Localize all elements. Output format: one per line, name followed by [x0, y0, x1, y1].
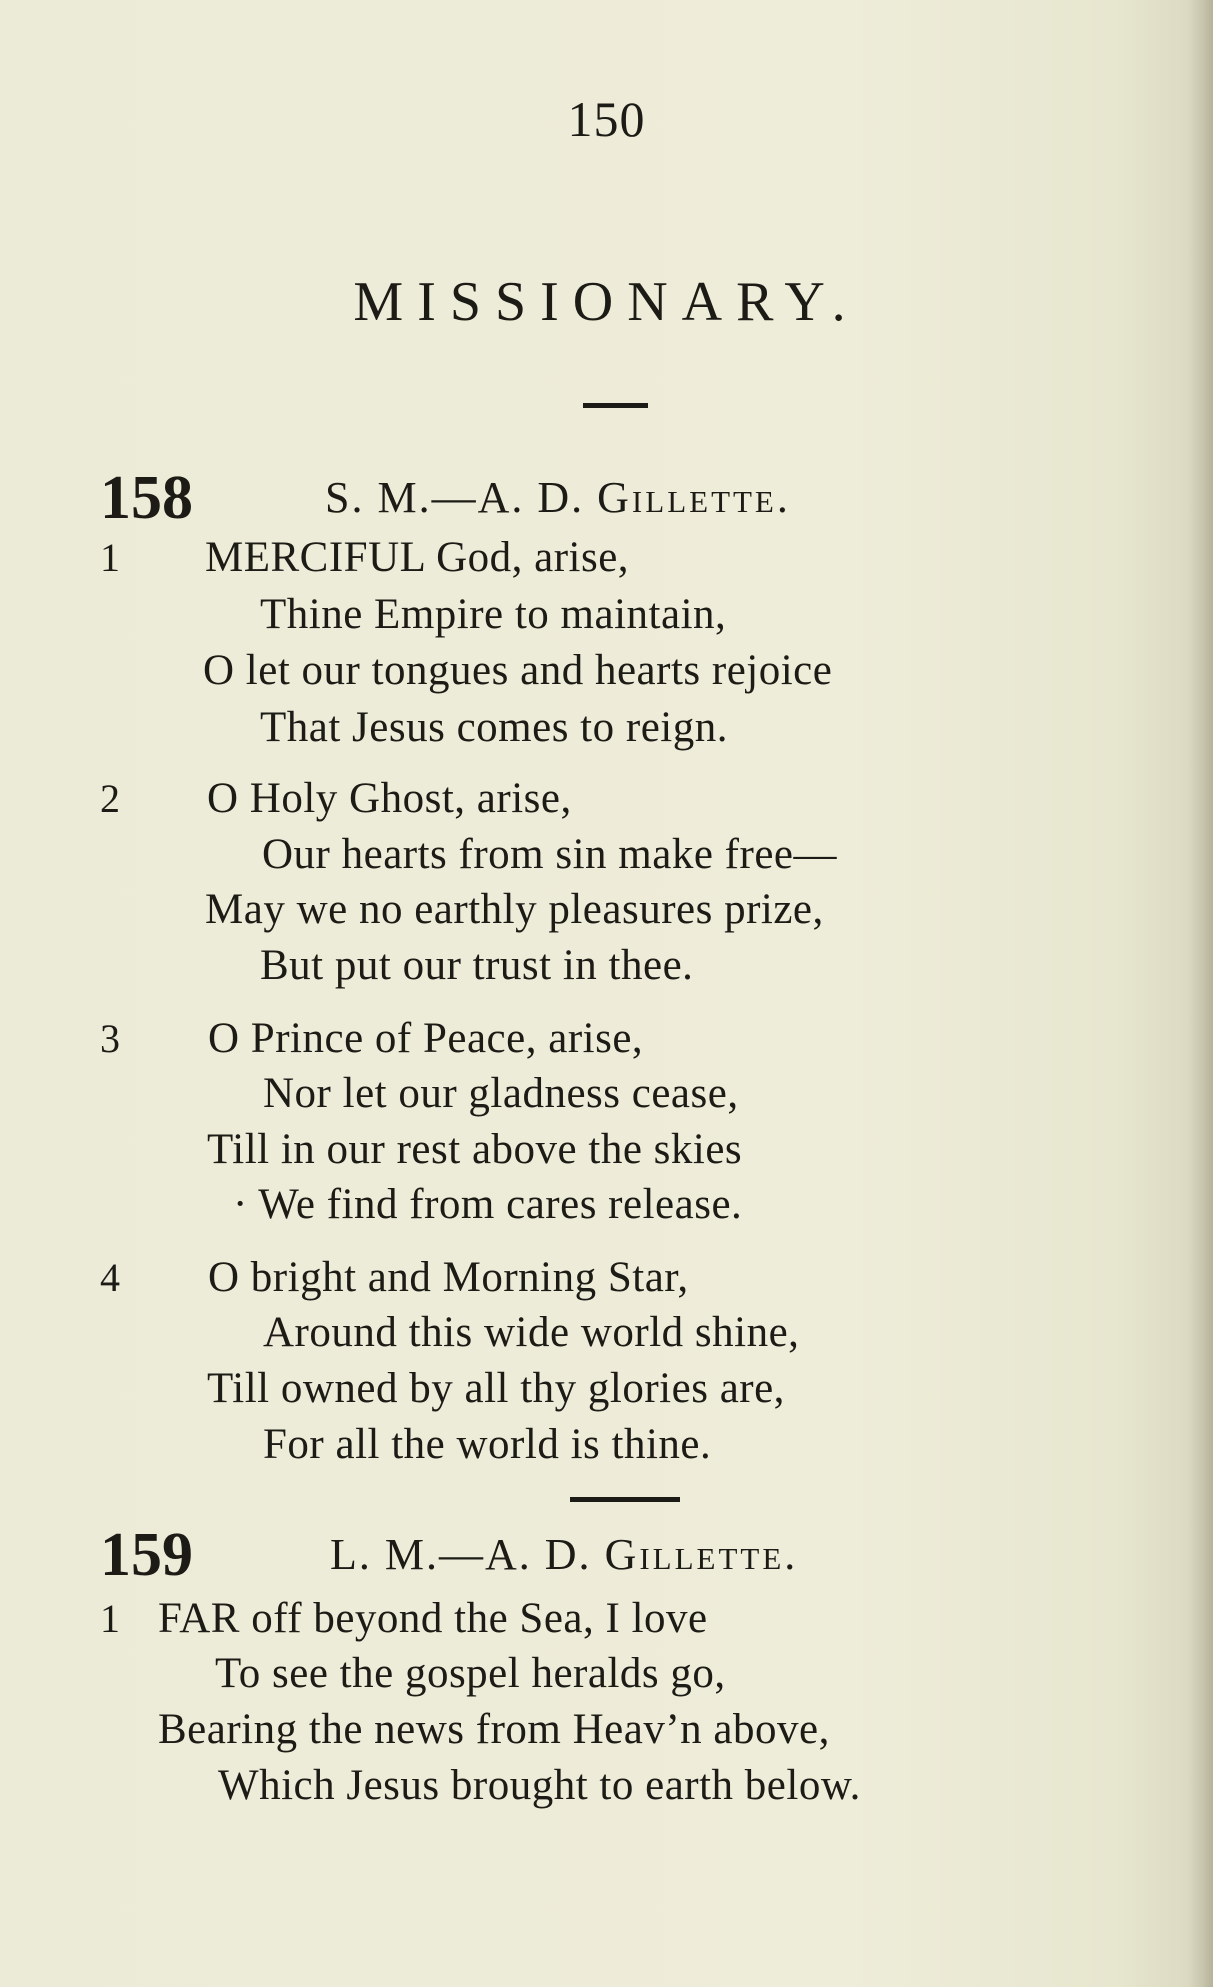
- verse-number: 1: [100, 1596, 120, 1641]
- verse-line: Thine Empire to maintain,: [260, 591, 727, 638]
- verse-number: 4: [100, 1255, 120, 1300]
- verse-line: May we no earthly pleasures prize,: [205, 886, 824, 933]
- verse-line: Nor let our gladness cease,: [263, 1070, 739, 1117]
- hymn-author: Gillette.: [597, 473, 791, 522]
- hymn-meter-author: [330, 1530, 798, 1580]
- verse-number: 2: [100, 776, 120, 821]
- hymn-number: 159: [100, 1521, 193, 1589]
- section-title: MISSIONARY.: [353, 271, 860, 333]
- hymn-author: Gillette.: [604, 1530, 799, 1579]
- verse-line: FAR off beyond the Sea, I love: [158, 1595, 708, 1642]
- title-divider: [583, 403, 648, 408]
- verse-line: O Prince of Peace, arise,: [208, 1015, 644, 1062]
- verse-line: · We find from cares release.: [233, 1181, 743, 1228]
- verse-line: O bright and Morning Star,: [208, 1254, 689, 1301]
- page-number: 150: [567, 91, 646, 147]
- verse-line: MERCIFUL God, arise,: [205, 534, 630, 581]
- verse-line: O Holy Ghost, arise,: [207, 775, 572, 822]
- verse-line: Till in our rest above the skies: [207, 1126, 743, 1173]
- verse-number: 1: [100, 535, 120, 580]
- verse-line: O let our tongues and hearts rejoice: [203, 647, 833, 694]
- hymn-meter-author: [325, 473, 791, 523]
- hymn-divider: [570, 1497, 680, 1502]
- verse-line: Till owned by all thy glories are,: [207, 1365, 785, 1412]
- verse-line: But put our trust in thee.: [260, 942, 694, 989]
- verse-line: Which Jesus brought to earth below.: [218, 1762, 861, 1809]
- hymn-meter: S. M.—A. D.: [325, 473, 585, 522]
- verse-line: To see the gospel heralds go,: [215, 1650, 726, 1697]
- verse-line: Bearing the news from Heav’n above,: [158, 1706, 830, 1753]
- hymn-meter: L. M.—A. D.: [330, 1530, 592, 1579]
- hymn-number: 158: [100, 464, 193, 532]
- verse-line: For all the world is thine.: [263, 1421, 712, 1468]
- verse-line: Around this wide world shine,: [263, 1309, 800, 1356]
- verse-line: That Jesus comes to reign.: [260, 704, 728, 751]
- verse-line: Our hearts from sin make free—: [262, 831, 837, 878]
- verse-number: 3: [100, 1016, 120, 1061]
